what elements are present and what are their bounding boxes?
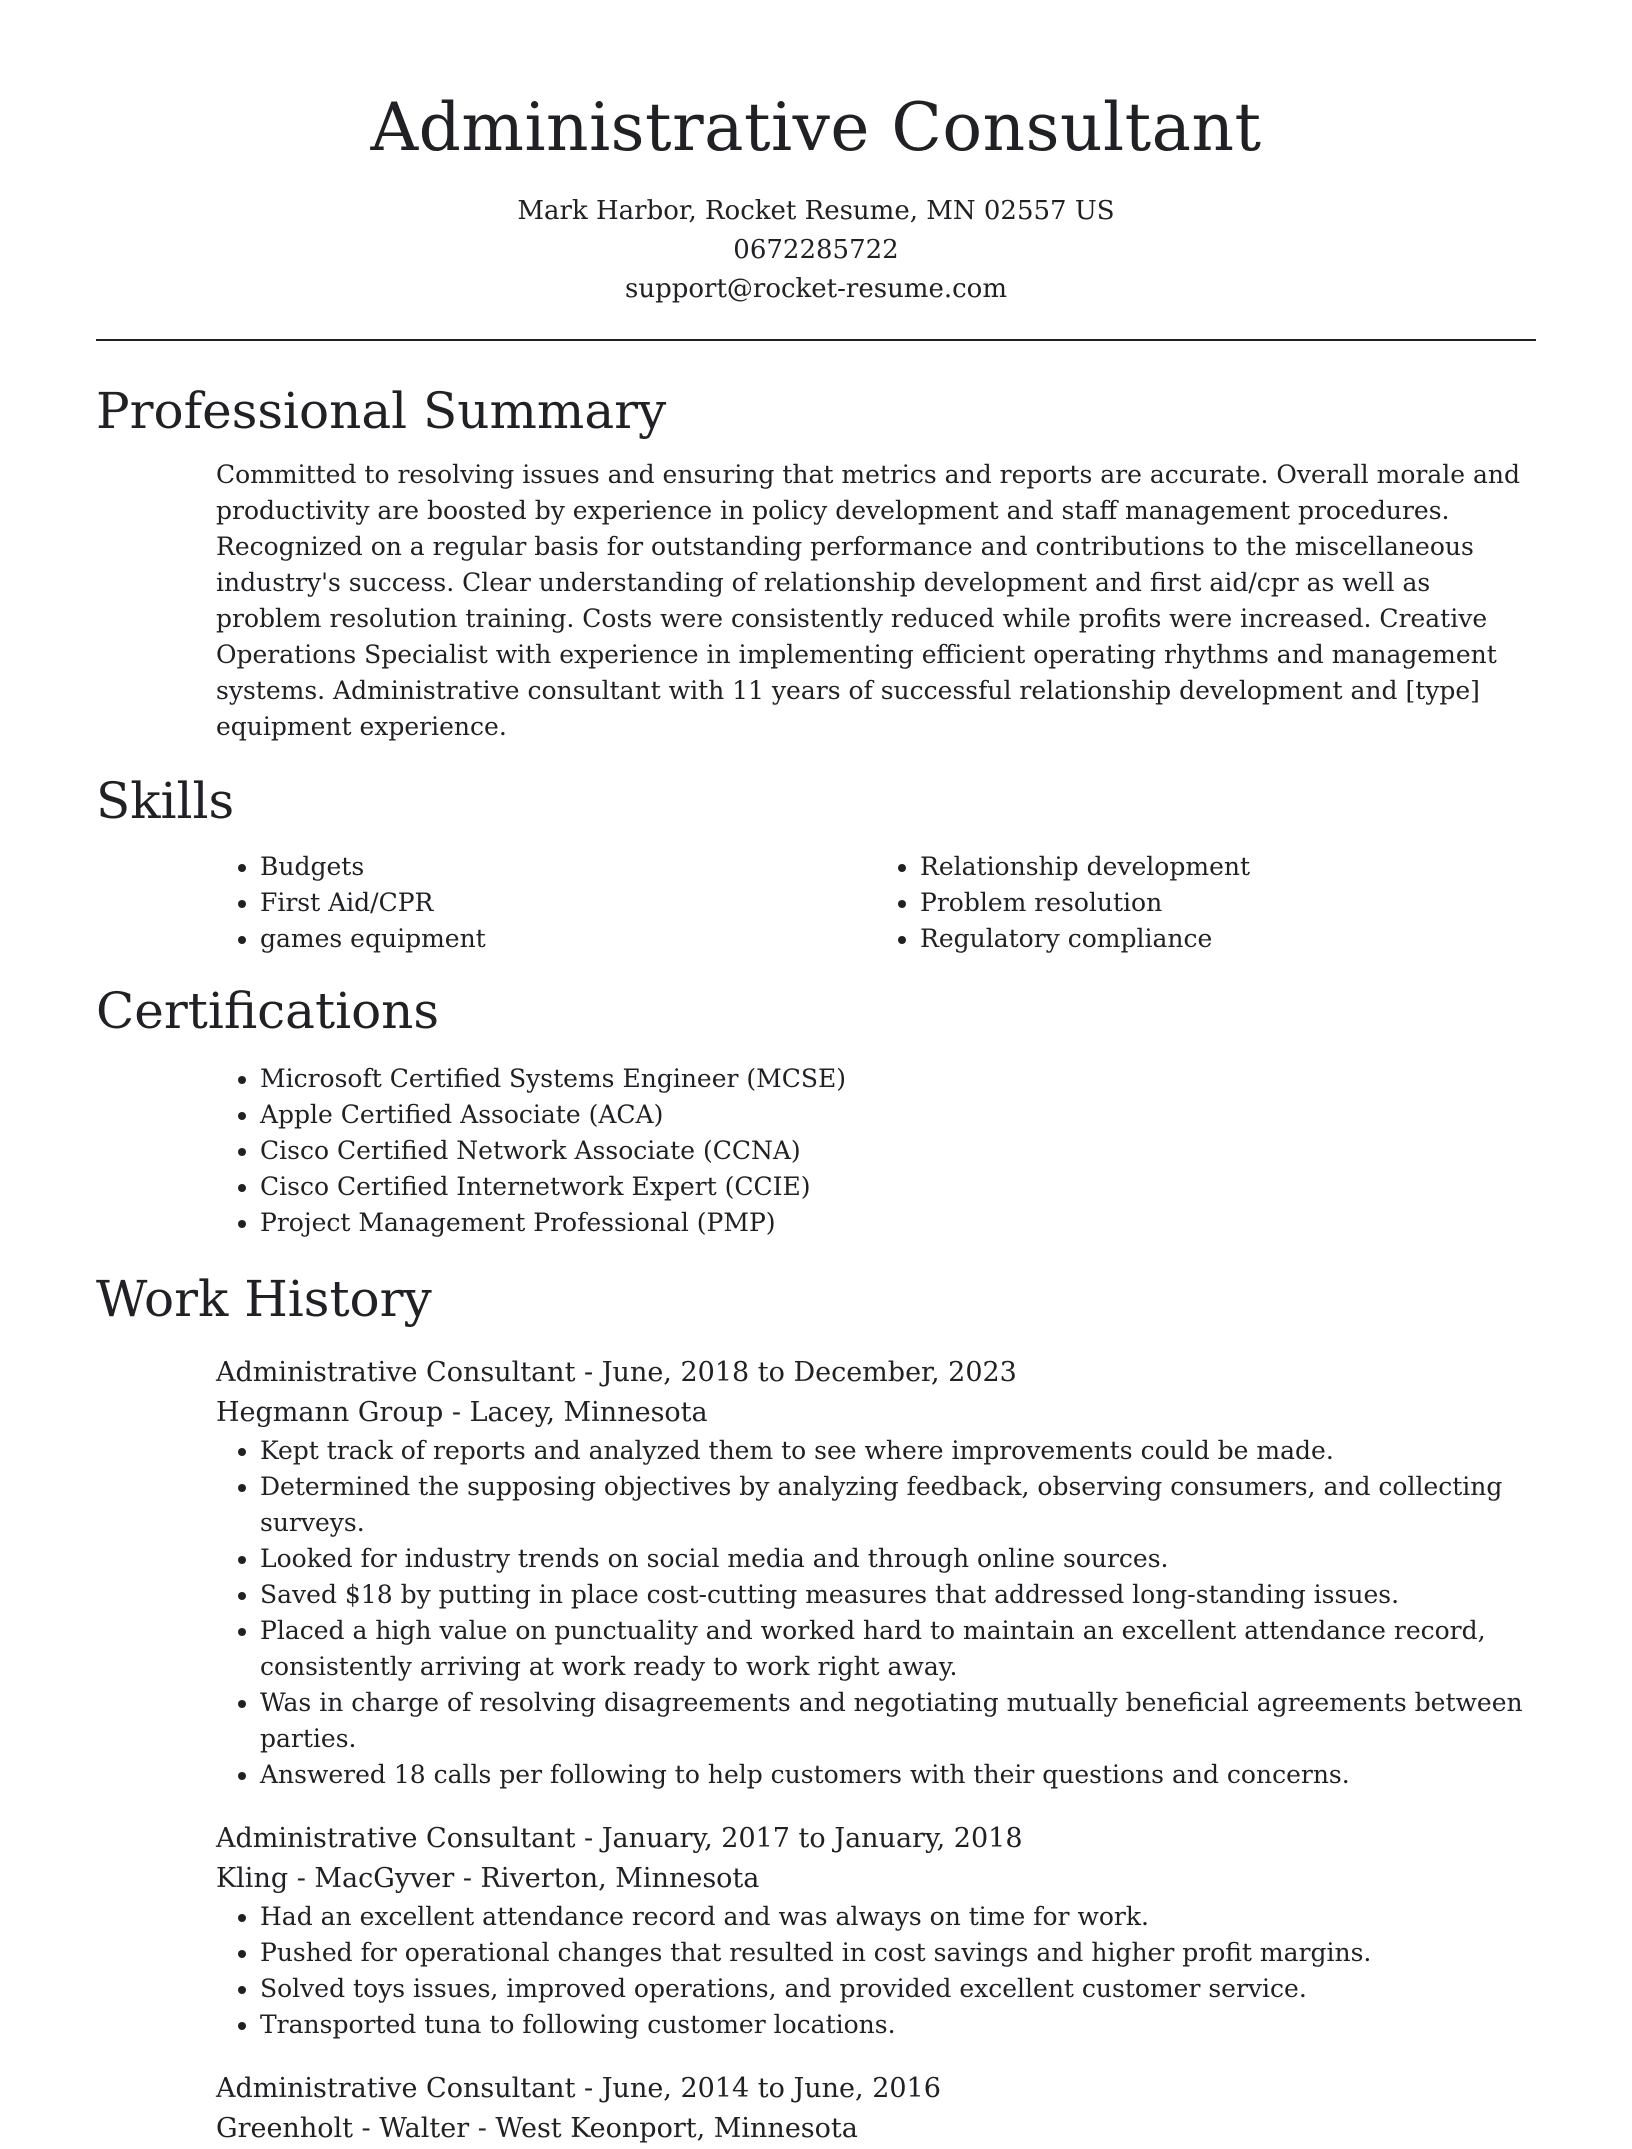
skills-list-left [216,849,876,957]
job-dates: - June, 2014 to June, 2016 [575,2073,941,2104]
certifications-list [216,1061,1536,1241]
job-title: Administrative Consultant [216,2073,576,2104]
job-company: Hegmann Group [216,1397,444,1428]
skill-item: • Budgets [260,849,876,885]
resume-header [96,0,1536,309]
certification-item: • Apple Certified Associate (ACA) [260,1097,1536,1133]
work-history-heading: Work History [96,1270,432,1328]
certification-item: • Cisco Certified Internetwork Expert (CCIE) [260,1169,1536,1205]
job-dates: - January, 2017 to January, 2018 [575,1823,1023,1854]
job-duties-list [216,1433,1536,1793]
job-location: - Lacey, Minnesota [443,1397,708,1428]
job-duty: • Kept track of reports and analyzed them to see where improvements could be made. [260,1433,1536,1469]
certifications-heading: Certifications [96,982,440,1040]
job-title: Administrative Consultant [216,1357,576,1388]
contact-block [96,192,1536,309]
job-location: - Riverton, Minnesota [454,1863,760,1894]
contact-phone: 0672285722 [733,235,899,265]
job-duty: • Looked for industry trends on social media and through online sources. [260,1541,1536,1577]
job-location: - West Keonport, Minnesota [469,2113,858,2144]
skill-item: • games equipment [260,921,876,957]
job-title-line [216,2069,1536,2109]
skill-item: • First Aid/CPR [260,885,876,921]
certification-item: • Microsoft Certified Systems Engineer (MCSE) [260,1061,1536,1097]
job-entry [216,1353,1536,1793]
job-title-line [216,1353,1536,1393]
certification-item: • Cisco Certified Network Associate (CCNA) [260,1133,1536,1169]
summary-heading: Professional Summary [96,382,667,440]
job-company: Kling - MacGyver [216,1863,455,1894]
job-title-line [216,1819,1536,1859]
skills-list-right [876,849,1536,957]
job-company-line [216,1393,1536,1433]
job-dates: - June, 2018 to December, 2023 [575,1357,1017,1388]
job-duty: • Placed a high value on punctuality and worked hard to maintain an excellent attendance record, consistently arriving at work ready to work right away. [260,1613,1536,1685]
job-duty: • Solved toys issues, improved operations, and provided excellent customer service. [260,1971,1536,2007]
skills-grid [216,849,1536,957]
job-duty: • Was in charge of resolving disagreements and negotiating mutually beneficial agreements between parties. [260,1685,1536,1757]
job-company-line [216,1859,1536,1899]
contact-address: Mark Harbor, Rocket Resume, MN 02557 US [517,196,1115,226]
job-entry [216,1819,1536,2043]
summary-text: Committed to resolving issues and ensuring that metrics and reports are accurate. Overall morale and productivity are boosted by experience in policy development and staff management procedures. Recognized on a regular basis for outstanding performance and contributions to the miscellaneous industry's success. Clear understanding of relationship development and first aid/cpr as well as problem resolution training. Costs were consistently reduced while profits were increased. Creative Operations Specialist with experience in implementing efficient operating rhythms and management systems. Administrative consultant with 11 years of successful relationship development and [type] equipment experience. [216,460,1520,741]
skill-item: • Relationship development [920,849,1536,885]
job-duty: • Saved $18 by putting in place cost-cutting measures that addressed long-standing issues. [260,1577,1536,1613]
skill-item: • Problem resolution [920,885,1536,921]
certifications-block [216,1061,1536,1241]
job-company-line [216,2109,1536,2149]
certification-item: • Project Management Professional (PMP) [260,1205,1536,1241]
job-duties-list [216,1899,1536,2043]
job-duty: • Answered 18 calls per following to help customers with their questions and concerns. [260,1757,1536,1793]
job-company: Greenholt - Walter [216,2113,470,2144]
skills-heading: Skills [96,772,235,830]
job-duty: • Had an excellent attendance record and was always on time for work. [260,1899,1536,1935]
job-duty: • Transported tuna to following customer locations. [260,2007,1536,2043]
resume-title: Administrative Consultant [370,89,1262,166]
job-title: Administrative Consultant [216,1823,576,1854]
job-entry [216,2069,1536,2149]
header-divider [96,339,1536,341]
job-duty: • Determined the supposing objectives by analyzing feedback, observing consumers, and collecting surveys. [260,1469,1536,1541]
contact-email: support@rocket-resume.com [624,274,1007,304]
skill-item: • Regulatory compliance [920,921,1536,957]
resume-page [96,0,1536,2149]
job-duty: • Pushed for operational changes that resulted in cost savings and higher profit margins. [260,1935,1536,1971]
